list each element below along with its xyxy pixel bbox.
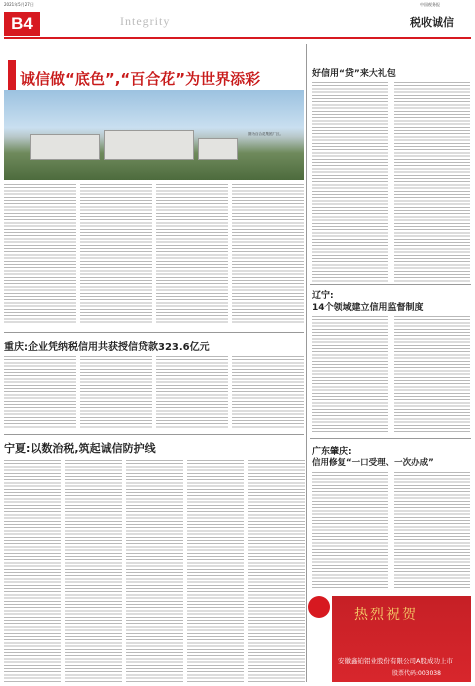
sidebar-story3-text (394, 472, 470, 590)
lead-text-column (232, 184, 304, 324)
ningxia-text-column (248, 460, 305, 682)
ningxia-text-column (65, 460, 122, 682)
column-separator (306, 44, 307, 682)
photo-building (198, 138, 238, 160)
sidebar-story1-headline: 好信用“贷”来大礼包 (312, 69, 396, 79)
ad-title: 热烈祝贺 (354, 607, 418, 623)
sidebar-story1-text (394, 82, 470, 282)
paper-name: 中国税务报 (420, 2, 440, 7)
ningxia-text-column (4, 460, 61, 682)
advertisement-banner (332, 596, 471, 682)
ad-stock-code: 股票代码:003038 (392, 670, 441, 677)
story-divider (310, 284, 471, 285)
sidebar-story1-text (312, 82, 388, 282)
sidebar-story2-headline: 14个领域建立信用监督制度 (312, 303, 424, 313)
top-metadata-bar (0, 0, 475, 8)
photo-building (104, 130, 194, 160)
story-divider (4, 434, 304, 435)
ad-company-line: 安徽鑫铂铝业股份有限公司A股成功上市 (338, 657, 453, 665)
photo-caption: 图为百合花集团厂区。 (248, 132, 283, 136)
company-logo-icon (308, 596, 330, 618)
ningxia-text-column (126, 460, 183, 682)
lead-text-column (156, 184, 228, 324)
lead-text-column (4, 184, 76, 324)
issue-date: 2021年5月27日 (4, 2, 34, 7)
sidebar-story2-text (312, 316, 388, 434)
chongqing-text-column (232, 356, 304, 428)
sidebar-story3-kicker: 广东肇庆: (312, 447, 352, 457)
section-banner-en: Integrity (120, 14, 171, 28)
ningxia-headline: 宁夏:以数治税,筑起诚信防护线 (4, 442, 156, 455)
ningxia-text-column (187, 460, 244, 682)
sidebar-story3-headline: 信用修复“一口受理、一次办成” (312, 458, 434, 468)
chongqing-headline: 重庆:企业凭纳税信用共获授信贷款323.6亿元 (4, 342, 210, 353)
edition-number: B4 (4, 12, 40, 36)
sidebar-story2-kicker: 辽宁: (312, 291, 334, 301)
chongqing-text-column (4, 356, 76, 428)
header-rule (4, 37, 471, 39)
sidebar-story3-text (312, 472, 388, 590)
sidebar-story2-text (394, 316, 470, 434)
chongqing-text-column (156, 356, 228, 428)
chongqing-text-column (80, 356, 152, 428)
photo-building (30, 134, 100, 160)
story-divider (310, 438, 471, 439)
lead-text-column (80, 184, 152, 324)
section-title: 税收诚信 (410, 16, 454, 29)
story-divider (4, 332, 304, 333)
lead-headline: 诚信做“底色”,“百合花”为世界添彩 (20, 70, 261, 88)
